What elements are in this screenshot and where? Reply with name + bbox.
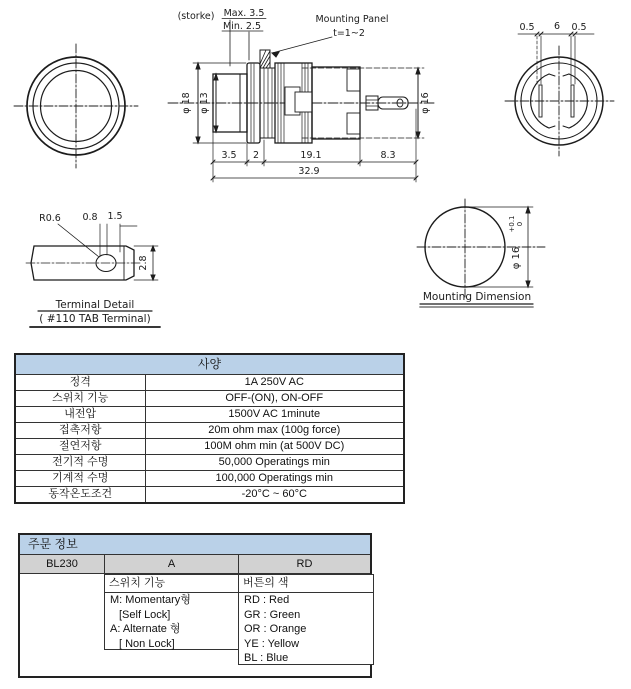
spec-label: 기계적 수명: [15, 471, 145, 487]
spec-label: 내전압: [15, 407, 145, 423]
table-row: [15, 487, 404, 504]
spec-value: 50,000 Operatings min: [145, 455, 404, 471]
table-row: [15, 439, 404, 455]
switch-function-box: [104, 574, 239, 650]
panel-thickness-label: t=1~2: [333, 28, 365, 39]
spec-label: 스위치 기능: [15, 391, 145, 407]
dia13-label: φ 13: [199, 92, 210, 114]
dia16-label: φ 16: [420, 92, 431, 114]
function-option: M: Momentary형: [110, 594, 191, 606]
function-code: A: [105, 555, 239, 573]
color-code: RD: [296, 558, 313, 570]
stroke-min-label: Min. 2.5: [222, 21, 262, 32]
dim-1-5: 1.5: [107, 211, 123, 222]
stroke-max-label: Max. 3.5: [223, 8, 265, 19]
spec-value: 1A 250V AC: [145, 375, 404, 391]
spec-label: 접촉저항: [15, 423, 145, 439]
mounting-dimension-labels: [423, 216, 531, 304]
terminal-detail-caption: Terminal Detail: [55, 299, 135, 311]
mounting-dia-label: φ 16: [511, 246, 522, 270]
mounting-dimension-caption: Mounting Dimension: [422, 291, 532, 303]
color-option: BL : Blue: [244, 652, 289, 664]
spec-label: 동작온도조건: [15, 487, 145, 504]
rear-dim-left: 0.5: [519, 22, 535, 33]
color-option: YE : Yellow: [244, 637, 300, 650]
dim-0-8: 0.8: [82, 212, 98, 223]
mounting-tol-plus: +0.1: [508, 215, 516, 233]
rear-dim-right: 0.5: [571, 22, 587, 33]
table-row: [15, 471, 404, 487]
table-row: [15, 391, 404, 407]
button-color-box: [238, 574, 374, 665]
dim-8-3: 8.3: [380, 150, 396, 161]
dim-2: 2: [252, 150, 260, 161]
dim-3-5: 3.5: [221, 150, 237, 161]
rear-dim-mid: 6: [553, 21, 561, 32]
storke-label: (storke): [177, 11, 215, 22]
spec-label: 절연저항: [15, 439, 145, 455]
dia18-label: φ 18: [181, 92, 192, 114]
order-table-title: 주문 정보: [20, 535, 370, 555]
function-option: [Self Lock]: [119, 608, 171, 621]
spec-table: [14, 353, 405, 504]
rear-view-labels: [519, 21, 586, 33]
color-option: OR : Orange: [244, 623, 307, 635]
switch-function-header: 스위치 기능: [105, 575, 238, 593]
spec-value: OFF-(ON), ON-OFF: [145, 391, 404, 407]
order-table-body: [20, 574, 370, 677]
dim-r0-6: R0.6: [39, 213, 61, 224]
color-option: RD : Red: [244, 594, 290, 606]
color-option: GR : Green: [244, 608, 301, 621]
terminal-detail-drawing: [26, 224, 160, 327]
function-option: [ Non Lock]: [119, 637, 175, 650]
table-row: [15, 423, 404, 439]
table-row: [15, 407, 404, 423]
dim-32-9: 32.9: [298, 166, 320, 177]
button-color-header: 버튼의 색: [239, 575, 373, 593]
spec-value: 100M ohm min (at 500V DC): [145, 439, 404, 455]
spec-table-title: 사양: [15, 354, 404, 375]
spec-label: 정격: [15, 375, 145, 391]
dim-19-1: 19.1: [300, 150, 322, 161]
spec-value: -20°C ~ 60°C: [145, 487, 404, 504]
order-code-row: [20, 555, 370, 574]
spec-value: 20m ohm max (100g force): [145, 423, 404, 439]
spec-value: 100,000 Operatings min: [145, 471, 404, 487]
order-info-table: [18, 533, 372, 678]
terminal-detail-subcaption: ( #110 TAB Terminal): [39, 313, 151, 325]
table-row: [15, 375, 404, 391]
spec-value: 1500V AC 1minute: [145, 407, 404, 423]
table-row: [15, 455, 404, 471]
rear-view-drawing: [505, 32, 614, 156]
mounting-panel-label: Mounting Panel: [315, 14, 389, 25]
mounting-tol-minus: 0: [516, 221, 524, 227]
model-code: BL230: [20, 555, 105, 573]
front-view-drawing: [14, 44, 138, 168]
spec-label: 전기적 수명: [15, 455, 145, 471]
function-option: A: Alternate 형: [110, 623, 181, 635]
dim-2-8: 2.8: [138, 255, 149, 271]
